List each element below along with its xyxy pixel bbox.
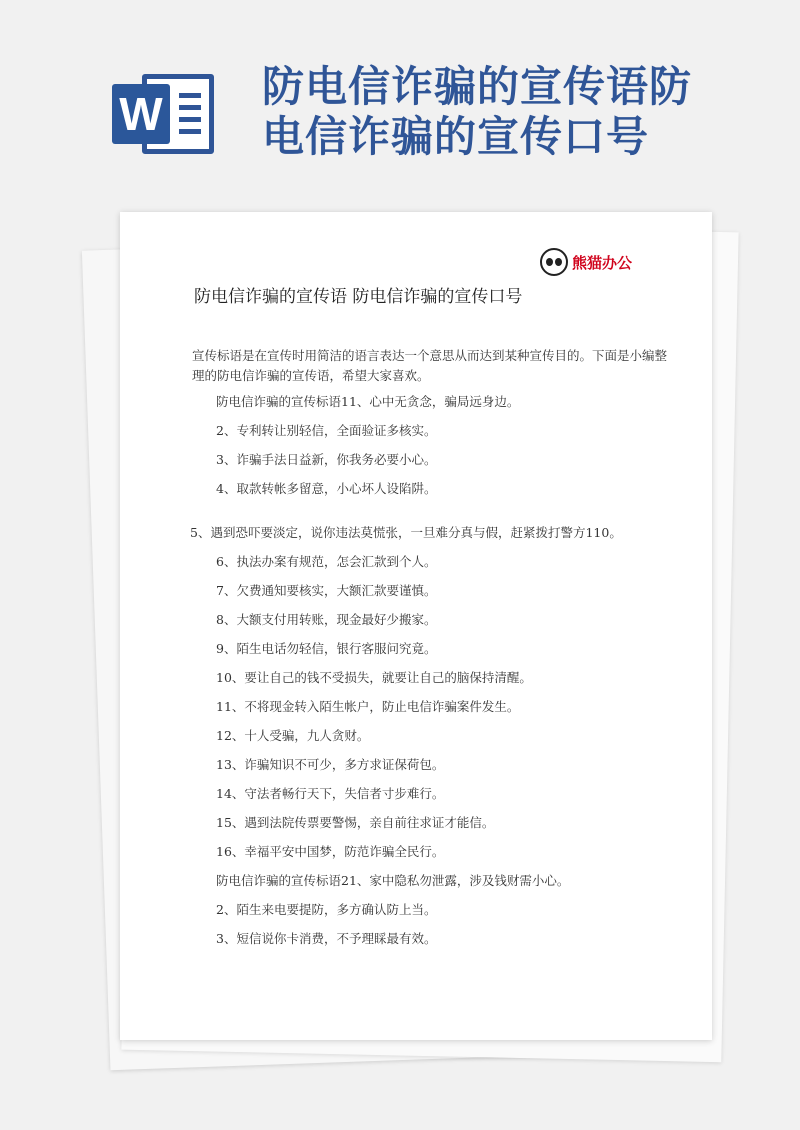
list-item: 8、大额支付用转账，现金最好少搬家。 [216,612,437,627]
list-item: 3、诈骗手法日益新，你我务必要小心。 [216,452,437,467]
list-item: 9、陌生电话勿轻信，银行客服问究竟。 [216,641,437,656]
word-icon [112,74,216,154]
document-page [120,212,712,1040]
brand-logo [540,248,632,276]
list-item: 16、幸福平安中国梦，防范诈骗全民行。 [216,844,445,859]
panda-icon [540,248,568,276]
header-title: 防电信诈骗的宣传语防电信诈骗的宣传口号 [262,62,693,161]
document-intro: 宣传标语是在宣传时用简洁的语言表达一个意思从而达到某种宣传目的。下面是小编整理的防电信诈骗的宣传语，希望大家喜欢。 [192,348,668,383]
list-item: 12、十人受骗，九人贪财。 [216,728,370,743]
document-title: 防电信诈骗的宣传语 防电信诈骗的宣传口号 [194,287,523,307]
list-item: 14、守法者畅行天下，失信者寸步难行。 [216,786,445,801]
list-item: 防电信诈骗的宣传标语11、心中无贪念，骗局远身边。 [216,394,520,409]
list-item: 10、要让自己的钱不受损失，就要让自己的脑保持清醒。 [216,670,532,685]
list-item: 11、不将现金转入陌生帐户，防止电信诈骗案件发生。 [216,699,520,714]
list-item: 2、陌生来电要提防，多方确认防上当。 [216,902,437,917]
list-item: 防电信诈骗的宣传标语21、家中隐私勿泄露，涉及钱财需小心。 [216,873,570,888]
list-item: 2、专利转让别轻信，全面验证多核实。 [216,423,437,438]
list-item: 3、短信说你卡消费，不予理睬最有效。 [216,931,437,946]
brand-name: 熊猫办公 [571,253,632,272]
list-item: 13、诈骗知识不可少，多方求证保荷包。 [216,757,445,772]
list-item: 7、欠费通知要核实，大额汇款要谨慎。 [216,583,437,598]
list-item: 15、遇到法院传票要警惕，亲自前往求证才能信。 [216,815,495,830]
word-letter-badge: W [112,84,170,144]
list-item: 4、取款转帐多留意，小心坏人设陷阱。 [216,481,437,496]
list-item: 6、执法办案有规范，怎会汇款到个人。 [216,554,437,569]
list-item: 5、遇到恐吓要淡定，说你违法莫慌张，一旦难分真与假，赶紧拨打警方110。 [190,525,622,540]
